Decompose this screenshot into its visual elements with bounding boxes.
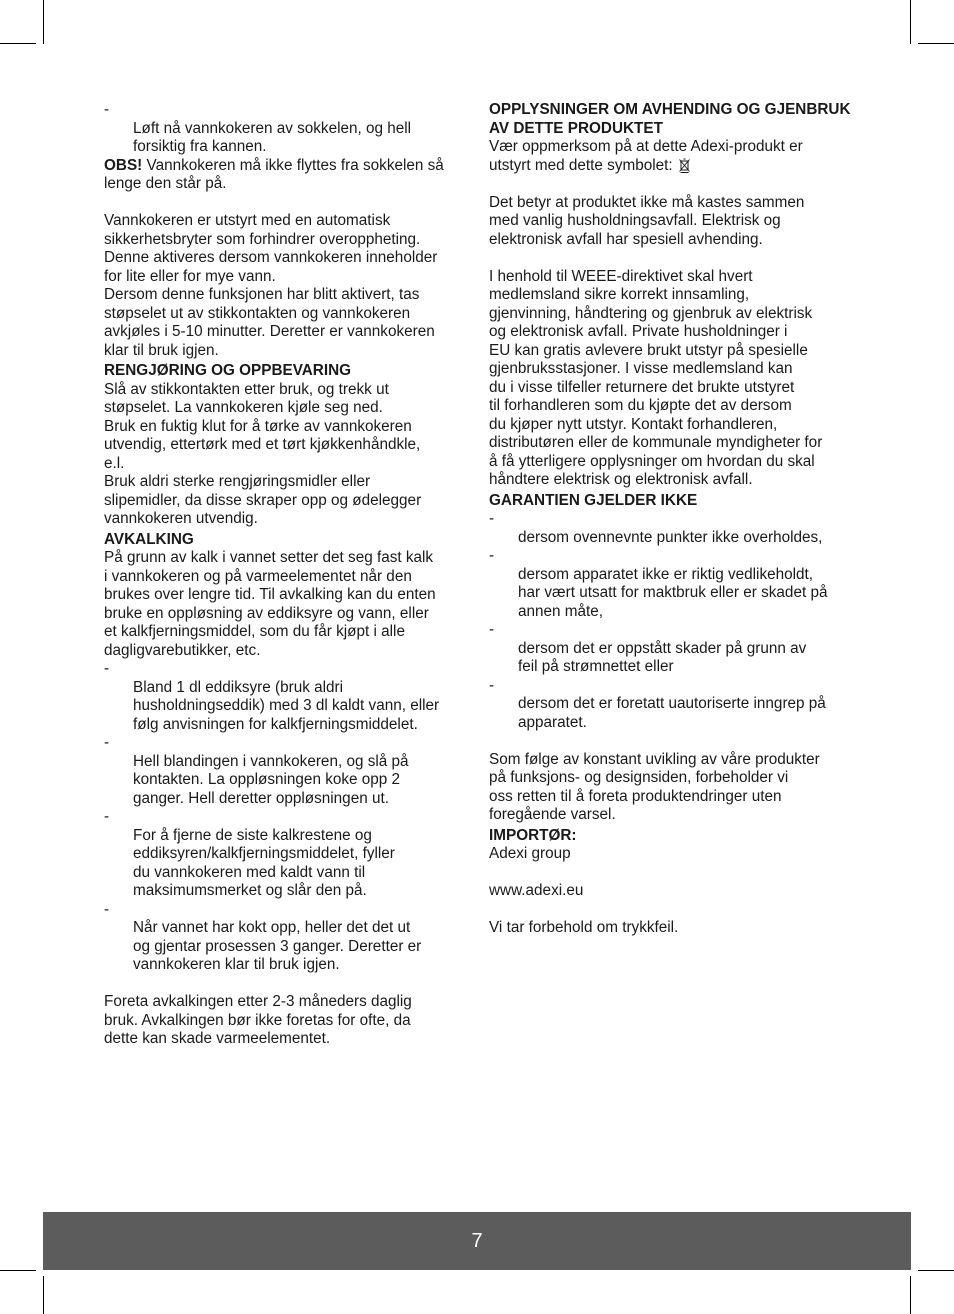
obs-label: OBS!: [104, 156, 143, 174]
list-dash: -: [489, 547, 495, 564]
descaling-step-text: Bland 1 dl eddiksyre (bruk aldri husholdningseddik) med 3 dl kaldt vann, eller følg anvisningen for kalkfjerningsmiddelet.: [133, 678, 440, 733]
list-item: [489, 510, 857, 547]
list-dash: -: [489, 676, 495, 694]
print-disclaimer: Vi tar forbehold om trykkfeil.: [489, 919, 679, 936]
crop-mark: [43, 1276, 44, 1314]
list-item: [489, 547, 857, 621]
descaling-step-text: Når vannet har kokt opp, heller det det ut og gjentar prosessen 3 ganger. Deretter er vannkokeren klar til bruk igjen.: [133, 919, 422, 973]
descaling-step-text: Hell blandingen i vannkokeren, og slå på kontakten. La oppløsningen koke opp 2 ganger. Hell deretter oppløsningen ut.: [133, 752, 409, 807]
disposal-heading: OPPLYSNINGER OM AVHENDING OG GJENBRUK AV DETTE PRODUKTET: [489, 101, 851, 137]
cleaning-paragraph: Slå av stikkontakten etter bruk, og trekk ut støpselet. La vannkokeren kjøle seg ned. Bruk en fuktig klut for å tørke av vannkokeren utvendig, ettertørk med et tørt kjøkkenhåndkle, e.l. Bruk aldri sterke rengjøringsmidler eller slipemidler, da disse skraper opp og ødelegger vannkokeren utvendig.: [104, 380, 422, 527]
lift-step-text: Løft nå vannkokeren av sokkelen, og hell forsiktig fra kannen.: [133, 119, 412, 155]
right-column: [489, 101, 857, 938]
list-dash: -: [489, 510, 495, 527]
crop-mark: [0, 43, 36, 44]
importer-heading: IMPORTØR:: [489, 826, 577, 844]
list-dash: -: [104, 660, 110, 677]
obs-note: [104, 157, 470, 194]
crop-mark: [910, 1276, 911, 1314]
list-item: [104, 901, 470, 975]
crossed-out-wheelie-bin-icon: [679, 158, 690, 173]
disposal-meaning-paragraph: Det betyr at produktet ikke må kastes sammen med vanlig husholdningsavfall. Elektrisk og elektronisk avfall har spesiell avhending.: [489, 193, 805, 248]
list-item: [104, 660, 470, 734]
descaling-heading: AVKALKING: [104, 530, 194, 548]
warranty-item-text: dersom det er oppstått skader på grunn av feil på strømnettet eller: [518, 639, 807, 675]
footer-bar: [43, 1212, 911, 1270]
warranty-item-text: dersom det er foretatt uautoriserte inngrep på apparatet.: [518, 695, 826, 731]
list-item: [104, 808, 470, 901]
list-item: [489, 677, 857, 733]
descaling-frequency-paragraph: Foreta avkalkingen etter 2-3 måneders daglig bruk. Avkalkingen bør ikke foretas for ofte, da dette kan skade varmeelementet.: [104, 993, 412, 1047]
descaling-paragraph: På grunn av kalk i vannet setter det seg fast kalk i vannkokeren og på varmeelementet når den brukes over lengre tid. Til avkalking kan du enten bruke en oppløsning av eddiksyre og vann, eller et kalkfjerningsmiddel, som du får kjøpt i alle dagligvarebutikker, etc.: [104, 549, 436, 659]
left-column: [104, 101, 470, 1049]
importer-name: Adexi group: [489, 845, 571, 862]
product-changes-paragraph: Som følge av konstant uvikling av våre produkter på funksjons- og designsiden, forbeholder vi oss retten til å foreta produktendringer uten foregående varsel.: [489, 750, 820, 823]
crop-mark: [0, 1270, 36, 1271]
crop-mark: [918, 43, 954, 44]
warranty-heading: GARANTIEN GJELDER IKKE: [489, 491, 698, 509]
website-text: www.adexi.eu: [489, 882, 584, 899]
descaling-step-text: For å fjerne de siste kalkrestene og eddiksyren/kalkfjerningsmiddelet, fyller du vannkokeren med kaldt vann til maksimumsmerket og slår den på.: [133, 826, 395, 899]
weee-paragraph: I henhold til WEEE-direktivet skal hvert medlemsland sikre korrekt innsamling, gjenvinning, håndtering og gjenbruk av elektrisk og elektronisk avfall. Private husholdninger i EU kan gratis avlevere brukt utstyr på spesielle gjenbruksstasjoner. I visse medlemsland kan du i visse tilfeller returnere det brukte utstyret til forhandleren som du kjøpte det av dersom du kjøper nytt utstyr. Kontakt forhandleren, distributøren eller de kommunale myndigheter for å få ytterligere opplysninger om hvordan du skal håndtere elektrisk og elektronisk avfall.: [489, 267, 823, 488]
list-dash: -: [104, 900, 110, 918]
obs-text: Vannkokeren må ikke flyttes fra sokkelen så lenge den står på.: [104, 156, 444, 192]
list-dash: -: [104, 808, 110, 825]
warranty-item-text: dersom apparatet ikke er riktig vedlikeholdt, har vært utsatt for maktbruk eller er skadet på annen måte,: [518, 565, 828, 620]
crop-mark: [918, 1270, 954, 1271]
disposal-intro-text: Vær oppmerksom på at dette Adexi-produkt er utstyrt med dette symbolet:: [489, 138, 803, 174]
crop-mark: [43, 0, 44, 44]
disposal-intro: [489, 138, 857, 175]
crop-mark: [910, 0, 911, 44]
page-number: 7: [471, 1230, 483, 1252]
list-dash: -: [489, 621, 495, 638]
list-item: [104, 101, 470, 157]
list-dash: -: [104, 734, 110, 751]
cleaning-heading: RENGJØRING OG OPPBEVARING: [104, 362, 352, 379]
list-item: [104, 734, 470, 808]
list-dash: -: [104, 101, 110, 118]
warranty-item-text: dersom ovennevnte punkter ikke overholdes,: [518, 528, 823, 546]
list-item: [489, 621, 857, 677]
safety-switch-paragraph: Vannkokeren er utstyrt med en automatisk sikkerhetsbryter som forhindrer overoppheting. Denne aktiveres dersom vannkokeren inneholder for lite eller for mye vann. Dersom denne funksjonen har blitt aktivert, tas støpselet ut av stikkontakten og vannkokeren avkjøles i 5-10 minutter. Deretter er vannkokeren klar til bruk igjen.: [104, 212, 438, 359]
